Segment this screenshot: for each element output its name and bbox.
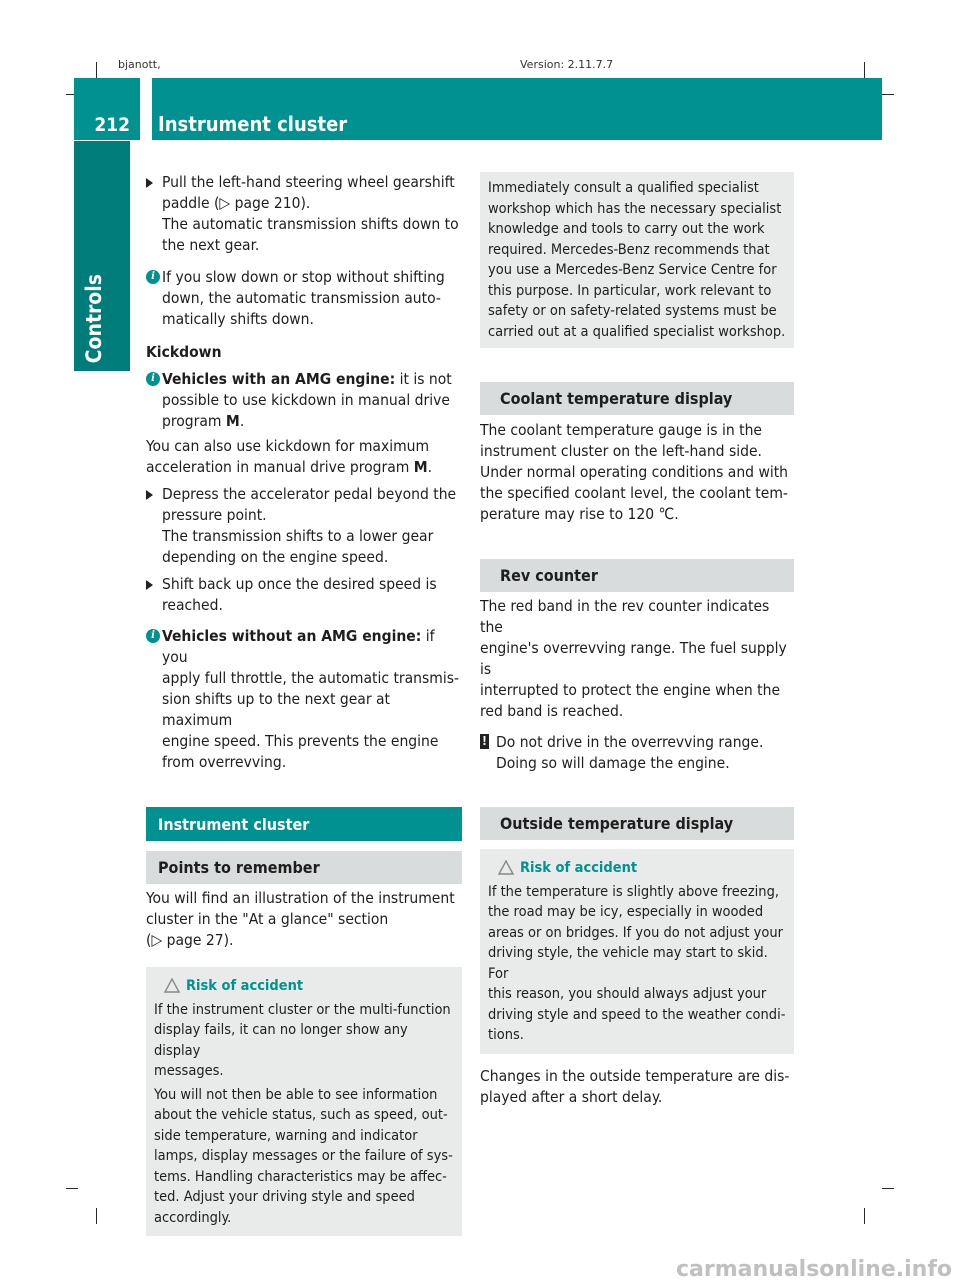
text-line: [162, 411, 462, 432]
page-reference: (▷ page 27).: [146, 931, 234, 949]
continued-warning-box: [480, 172, 794, 348]
info-note: [146, 369, 462, 432]
warning-title: Risk of accident: [186, 978, 304, 994]
kickdown-heading: Kickdown: [146, 343, 222, 361]
arrow-icon: [146, 580, 153, 590]
text-line: the road may be icy, especially in wooded: [488, 904, 764, 920]
page-title: Instrument cluster: [158, 112, 348, 136]
text-line: You can also use kickdown for maximum: [146, 437, 430, 455]
text-line: Under normal operating conditions and with: [480, 463, 789, 481]
text-line: Changes in the outside temperature are dis-: [480, 1066, 790, 1085]
text-span: acceleration in manual drive program: [146, 458, 414, 476]
warning-title: Risk of accident: [520, 860, 638, 876]
warning-triangle-icon: [164, 978, 180, 993]
subsection-heading: Outside temperature display: [480, 807, 794, 840]
text-line: The coolant temperature gauge is in the: [480, 421, 762, 439]
right-column: [480, 172, 794, 1108]
warning-heading: [154, 976, 454, 997]
text-line: workshop which has the necessary specialist: [488, 200, 782, 217]
text-line: engine speed. This prevents the engine: [162, 732, 439, 750]
crop-mark: [96, 1208, 97, 1224]
text-line: about the vehicle status, such as speed, out-: [154, 1107, 448, 1123]
warning-triangle-icon: [498, 860, 514, 875]
info-note: [146, 267, 462, 330]
text-line: from overrevving.: [162, 753, 287, 771]
arrow-icon: [146, 490, 153, 500]
instruction-step: [146, 574, 462, 616]
subsection-heading: Rev counter: [480, 559, 794, 592]
text-line: messages.: [154, 1063, 224, 1079]
crop-mark: [882, 94, 894, 95]
bold-label: M: [413, 458, 428, 476]
text-line: tions.: [488, 1027, 524, 1043]
text-line: sion shifts up to the next gear at maximum: [162, 690, 391, 729]
text-line: driving style and speed to the weather condi-: [488, 1006, 786, 1023]
text-line: carried out at a qualified specialist workshop.: [488, 323, 786, 340]
info-icon: i: [146, 629, 160, 643]
text-line: Immediately consult a qualified specialist: [488, 180, 759, 196]
crop-mark: [864, 1208, 865, 1224]
subsection-heading: Coolant temperature display: [480, 382, 794, 415]
crop-mark: [96, 62, 97, 78]
text-line: knowledge and tools to carry out the work: [488, 221, 765, 237]
text-line: pressure point.: [162, 506, 267, 524]
text-line: The automatic transmission shifts down to: [162, 215, 459, 233]
text-line: You will find an illustration of the instrument: [146, 889, 455, 907]
text-line: this reason, you should always adjust your: [488, 986, 767, 1002]
text-line: safety or on safety-related systems must be: [488, 303, 777, 319]
text-line: accordingly.: [154, 1209, 232, 1226]
text-line: engine's overrevving range. The fuel supply is: [480, 639, 787, 678]
text-line: perature may rise to 120 ℃.: [480, 505, 679, 523]
text-line: tems. Handling characteristics may be affec-: [154, 1168, 447, 1185]
text-line: Shift back up once the desired speed is: [162, 575, 437, 593]
text-line: The transmission shifts to a lower gear: [162, 527, 434, 545]
text-line: You will not then be able to see information: [154, 1086, 438, 1103]
warning-heading: [488, 858, 786, 879]
section-heading: Instrument cluster: [146, 807, 462, 841]
text-line: If you slow down or stop without shifting: [162, 268, 445, 286]
instruction-step: [146, 484, 462, 568]
text-line: matically shifts down.: [162, 310, 314, 328]
text-line: [162, 626, 462, 668]
text-line: red band is reached.: [480, 702, 624, 720]
text-line: ted. Adjust your driving style and speed: [154, 1189, 415, 1205]
text-span: it is not: [395, 370, 452, 388]
text-line: the next gear.: [162, 236, 260, 254]
text-span: .: [427, 458, 433, 476]
exclamation-icon: !: [480, 734, 489, 749]
print-meta-left: bjanott,: [118, 58, 161, 71]
text-line: [162, 193, 462, 214]
info-icon: i: [146, 372, 160, 386]
left-column: [146, 172, 462, 1236]
crop-mark: [66, 1188, 78, 1189]
header-divider: [140, 78, 152, 140]
text-line: [162, 369, 462, 390]
text-line: you use a Mercedes-Benz Service Centre for: [488, 262, 777, 278]
text-line: side temperature, warning and indicator: [154, 1127, 418, 1144]
text-line: the specified coolant level, the coolant tem-: [480, 484, 788, 502]
bold-label: M: [225, 412, 240, 430]
text-line: Pull the left-hand steering wheel gearshift: [162, 173, 455, 191]
crop-mark: [864, 62, 865, 78]
bold-label: Vehicles with an AMG engine:: [162, 370, 396, 388]
subsection-heading: Points to remember: [146, 851, 462, 884]
text-line: possible to use kickdown in manual drive: [162, 391, 450, 409]
paragraph: [146, 888, 462, 951]
paragraph: [480, 420, 794, 525]
text-span: if you: [162, 627, 435, 666]
text-line: interrupted to protect the engine when the: [480, 681, 781, 699]
page-number: 212: [94, 114, 130, 136]
text-line: driving style, the vehicle may start to skid. For: [488, 945, 768, 982]
page-header: [74, 78, 882, 140]
text-line: depending on the engine speed.: [162, 548, 389, 566]
text-line: [146, 457, 462, 478]
text-line: areas or on bridges. If you do not adjust your: [488, 924, 783, 941]
text-line: required. Mercedes-Benz recommends that: [488, 241, 770, 258]
info-note: [146, 626, 462, 773]
text-line: apply full throttle, the automatic transmis-: [162, 669, 460, 687]
text-line: display fails, it can no longer show any display: [154, 1022, 408, 1059]
text-line: down, the automatic transmission auto-: [162, 289, 441, 307]
print-meta-right: Version: 2.11.7.7: [520, 58, 614, 71]
paragraph: [480, 1066, 794, 1108]
text-line: instrument cluster on the left-hand side.: [480, 442, 762, 460]
bold-label: Vehicles without an AMG engine:: [162, 627, 422, 645]
paragraph: [480, 596, 794, 722]
caution-note: [480, 732, 794, 774]
text-line: Do not drive in the overrevving range.: [496, 733, 764, 751]
text-line: this purpose. In particular, work relevant to: [488, 282, 772, 299]
text-span: .: [239, 412, 245, 430]
text-line: played after a short delay.: [480, 1087, 663, 1106]
text-line: reached.: [162, 596, 223, 614]
text-line: The red band in the rev counter indicates the: [480, 597, 770, 636]
watermark: carmanualsonline.info: [676, 1257, 952, 1282]
instruction-step: [146, 172, 462, 256]
text-span: program: [162, 412, 226, 430]
arrow-icon: [146, 178, 153, 188]
chapter-tab: [74, 141, 130, 371]
page-number-box: [74, 78, 138, 140]
warning-box: [146, 967, 462, 1236]
warning-box: [480, 849, 794, 1054]
text-line: Doing so will damage the engine.: [496, 754, 730, 772]
text-line: cluster in the "At a glance" section: [146, 910, 389, 928]
text-line: If the instrument cluster or the multi-function: [154, 1001, 451, 1018]
page-reference: paddle (▷ page 210).: [162, 194, 311, 212]
paragraph: [146, 436, 462, 478]
text-line: lamps, display messages or the failure of sys-: [154, 1148, 453, 1164]
text-line: If the temperature is slightly above freezing,: [488, 883, 779, 900]
text-line: Depress the accelerator pedal beyond the: [162, 485, 457, 503]
info-icon: i: [146, 270, 160, 284]
chapter-tab-label: Controls: [82, 273, 106, 363]
crop-mark: [882, 1188, 894, 1189]
